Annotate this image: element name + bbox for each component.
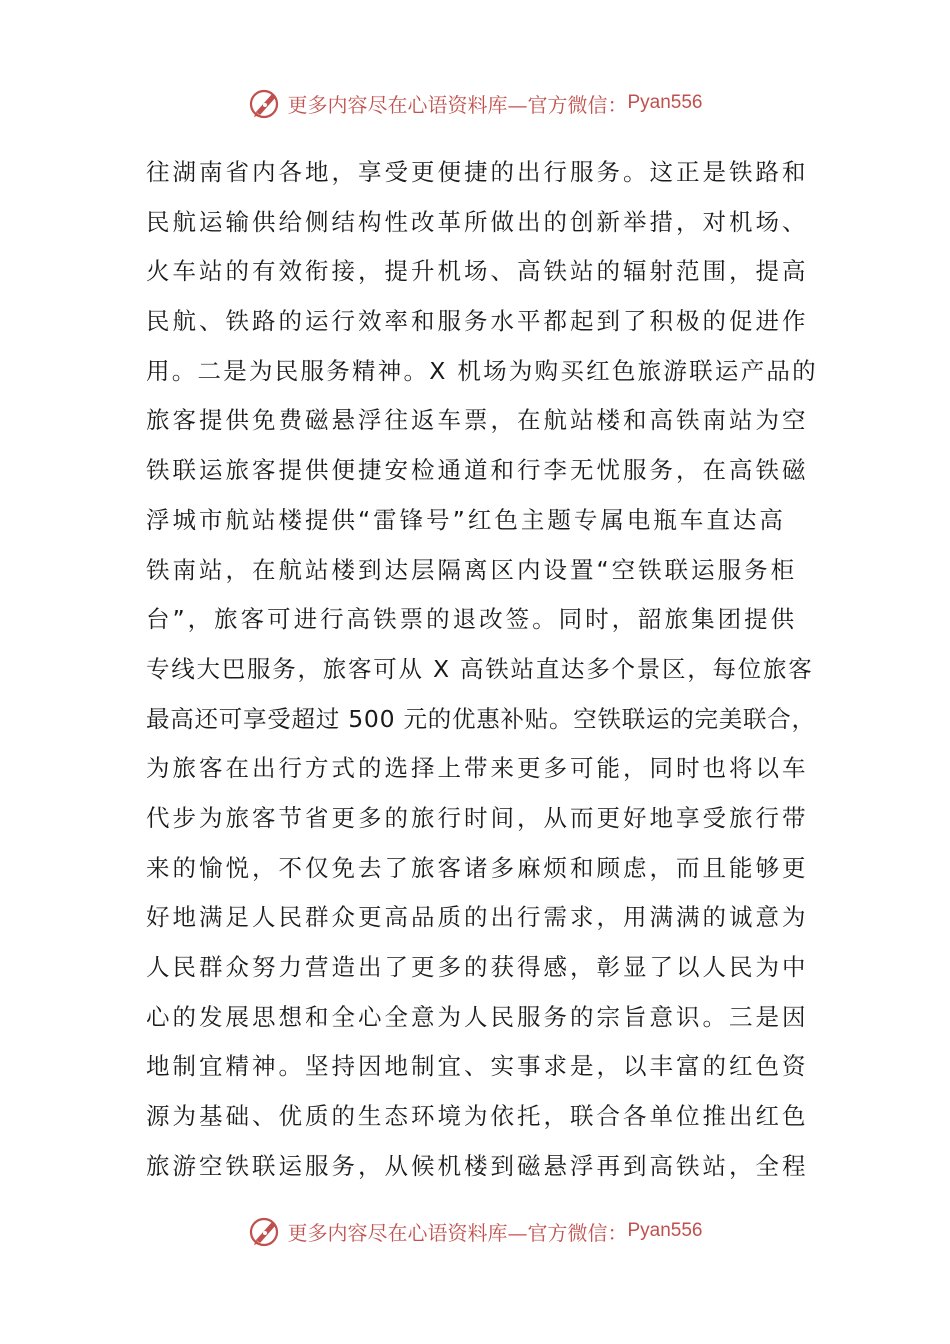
body-line: 专线大巴服务，旅客可从 X 高铁站直达多个景区，每位旅客 [146,654,814,683]
body-line: 来的愉悦，不仅免去了旅客诸多麻烦和顾虑，而且能够更 [146,853,809,882]
body-line: 台”，旅客可进行高铁票的退改签。同时，韶旅集团提供 [146,605,798,634]
body-line: 最高还可享受超过 500 元的优惠补贴。空铁联运的完美联合， [146,704,816,733]
body-line: 铁南站，在航站楼到达层隔离区内设置“空铁联运服务柜 [146,555,798,584]
body-line: 为旅客在出行方式的选择上带来更多可能，同时也将以车 [146,754,809,783]
body-line: 心的发展思想和全心全意为人民服务的宗旨意识。三是因 [146,1002,809,1031]
body-line: 民航、铁路的运行效率和服务水平都起到了积极的促进作 [146,307,809,336]
body-line: 浮城市航站楼提供“雷锋号”红色主题专属电瓶车直达高 [146,505,786,534]
body-line: 好地满足人民群众更高品质的出行需求，用满满的诚意为 [146,903,809,932]
body-line: 民航运输供给侧结构性改革所做出的创新举措，对机场、 [146,207,809,236]
footer-wechat-id: Pyan556 [627,1220,703,1241]
body-line: 用。二是为民服务精神。X 机场为购买红色旅游联运产品的 [146,356,818,385]
body-line: 往湖南省内各地，享受更便捷的出行服务。这正是铁路和 [146,158,809,186]
footer-banner-text: 更多内容尽在心语资料库—官方微信： [287,1220,628,1245]
body-line: 火车站的有效衔接，提升机场、高铁站的辐射范围，提高 [146,257,809,286]
document-body [146,148,818,1191]
header-wechat-id: Pyan556 [627,92,703,113]
pen-logo-icon [247,1213,283,1249]
body-line: 旅游空铁联运服务，从候机楼到磁悬浮再到高铁站，全程 [146,1151,809,1180]
body-line: 旅客提供免费磁悬浮往返车票，在航站楼和高铁南站为空 [146,406,809,435]
header-banner [0,83,950,123]
footer-banner [0,1211,950,1251]
body-line: 地制宜精神。坚持因地制宜、实事求是，以丰富的红色资 [146,1052,809,1081]
body-line: 代步为旅客节省更多的旅行时间，从而更好地享受旅行带 [146,803,809,832]
body-line: 源为基础、优质的生态环境为依托，联合各单位推出红色 [146,1102,809,1131]
body-line: 人民群众努力营造出了更多的获得感，彰显了以人民为中 [146,953,809,981]
pen-logo-icon [247,85,283,121]
body-line: 铁联运旅客提供便捷安检通道和行李无忧服务，在高铁磁 [146,456,809,485]
header-banner-text: 更多内容尽在心语资料库—官方微信： [287,92,628,117]
